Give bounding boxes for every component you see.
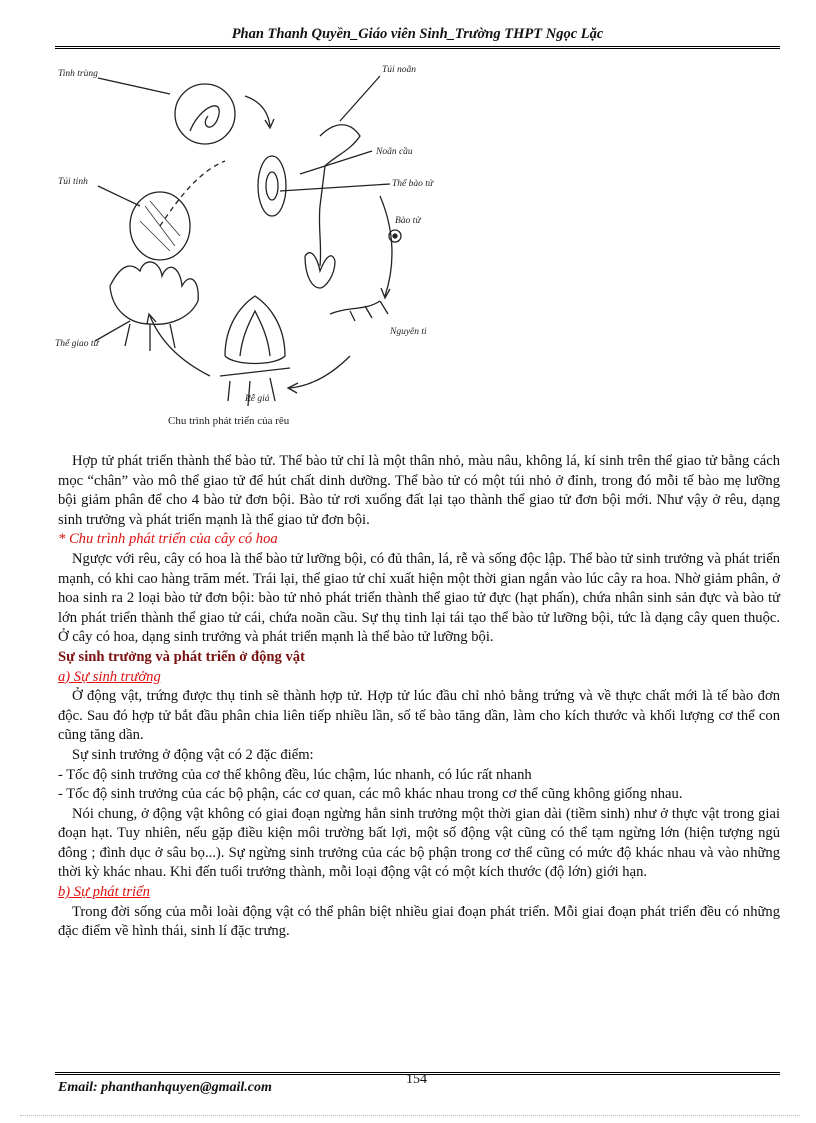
paragraph-stages: Trong đời sống của mỗi loài động vật có thể phân biệt nhiều giai đoạn phát triển. Mỗi giai đoạn phát triển đều có những đặc điểm về hình thái, sinh lí đặc trưng. bbox=[58, 903, 780, 940]
paragraph-zygote: Ở động vật, trứng được thụ tinh sẽ thành hợp tử. Hợp tử lúc đầu chỉ nhỏ bằng trứng và về thực chất mới là tế bào đơn độc. Sau đó hợp tử bắt đầu phân chia liên tiếp nhiều lần, số tế bào tăng dần, làm cho kích thước và khối lượng cơ thể con cũng tăng dần. bbox=[58, 688, 780, 744]
label-egg-cell: Noãn cầu bbox=[376, 147, 413, 157]
page-number: 154 bbox=[406, 1072, 427, 1087]
heading-growth: a) Sự sinh trưởng bbox=[58, 668, 161, 685]
paragraph-dormancy: Nói chung, ở động vật không có giai đoạn ngừng hẳn sinh trưởng một thời gian dài (tiềm sinh) như ở thực vật trong giai đoạn hạt. Tuy nhiên, nếu gặp điều kiện môi trường bất lợi, một số động vật cũng có thể tạm ngừng lớn (hiện tượng ngủ đông ; đình dục ở sâu bọ...). Sự ngừng sinh trưởng của các bộ phận trong cơ thể cũng có mức độ khác nhau và vào những thời kỳ khác nhau. Khi đến tuổi trưởng thành, mỗi loại động vật có một kích thước (độ lớn) giới hạn. bbox=[58, 805, 780, 881]
label-protonema: Nguyên ti bbox=[390, 327, 427, 337]
paragraph-sporophyte: Hợp tử phát triển thành thể bào tử. Thể bào tử chỉ là một thân nhỏ, màu nâu, không lá, kí sinh trên thể giao tử bằng cách mọc “chân” vào mô thể giao tử để hút chất dinh dưỡng. Thể bào tử có một túi nhỏ ở đỉnh, trong đó mỗi tế bào mẹ lưỡng bội giảm phân để cho 4 bào tử đơn bội. Bào tử rơi xuống đất lại tạo thành thể giao tử đơn bội mới. Như vậy ở rêu, dạng sinh trưởng và phát triển mạnh là thể giao tử đơn bội. bbox=[58, 453, 780, 528]
sperm-illustration bbox=[175, 84, 235, 144]
paragraph-features-intro: Sự sinh trưởng ở động vật có 2 đặc điểm: bbox=[72, 746, 314, 763]
list-item-parts: - Tốc độ sinh trưởng của các bộ phận, các cơ quan, các mô khác nhau trong cơ thể cũng không giống nhau. bbox=[58, 786, 683, 803]
moss-life-cycle-figure bbox=[50, 56, 450, 436]
footer-email: Email: phanthanhquyen@gmail.com bbox=[58, 1080, 272, 1095]
label-sporophyte: Thể bào tử bbox=[392, 179, 434, 189]
moss-life-cycle-diagram bbox=[50, 56, 450, 436]
label-spore: Bào tử bbox=[395, 216, 421, 226]
heading-animal-growth: Sự sinh trưởng và phát triển ở động vật bbox=[58, 648, 305, 665]
list-item-speed: - Tốc độ sinh trưởng của cơ thể không đều, lúc chậm, lúc nhanh, có lúc rất nhanh bbox=[58, 766, 532, 783]
page-body bbox=[58, 452, 780, 942]
heading-flowering-cycle: * Chu trình phát triển của cây có hoa bbox=[58, 531, 278, 548]
label-rhizoid: Rễ giả bbox=[245, 394, 270, 404]
paragraph-flowering: Ngược với rêu, cây có hoa là thể bào tử lưỡng bội, có đủ thân, lá, rễ và sống độc lập. Thể bào tử sinh trưởng và phát triển mạnh, có khi cao hàng trăm mét. Trái lại, thể giao tử chỉ xuất hiện một thời gian ngắn vào lúc cây ra hoa. Nhờ giảm phân, ở hoa sinh ra 2 loại bào tử đơn bội: bào tử nhỏ phát triển thành thể giao tử đực (hạt phấn), chứa nhân sinh sản đực và bào tử lớn phát triển thành thể giao tử cái, chứa noãn cầu. Sự thụ tinh lại tái tạo thể bào tử lưỡng bội, tức là dạng cây quen thuộc. Ở cây có hoa, dạng sinh trưởng và phát triển mạnh là thể bào tử lưỡng bội. bbox=[58, 550, 780, 646]
label-sperm: Tinh trùng bbox=[58, 69, 98, 79]
bottom-dotted-line bbox=[20, 1115, 800, 1116]
page-header: Phan Thanh Quyền_Giáo viên Sinh_Trường THPT Ngọc Lặc bbox=[55, 22, 780, 49]
cycle-arrow bbox=[380, 196, 392, 296]
label-archegonium: Túi noãn bbox=[382, 65, 417, 75]
label-gametophyte: Thể giao tử bbox=[55, 339, 99, 349]
label-antheridium: Túi tinh bbox=[58, 177, 88, 187]
heading-development: b) Sự phát triển bbox=[58, 884, 150, 901]
figure-caption: Chu trình phát triển của rêu bbox=[168, 415, 290, 427]
